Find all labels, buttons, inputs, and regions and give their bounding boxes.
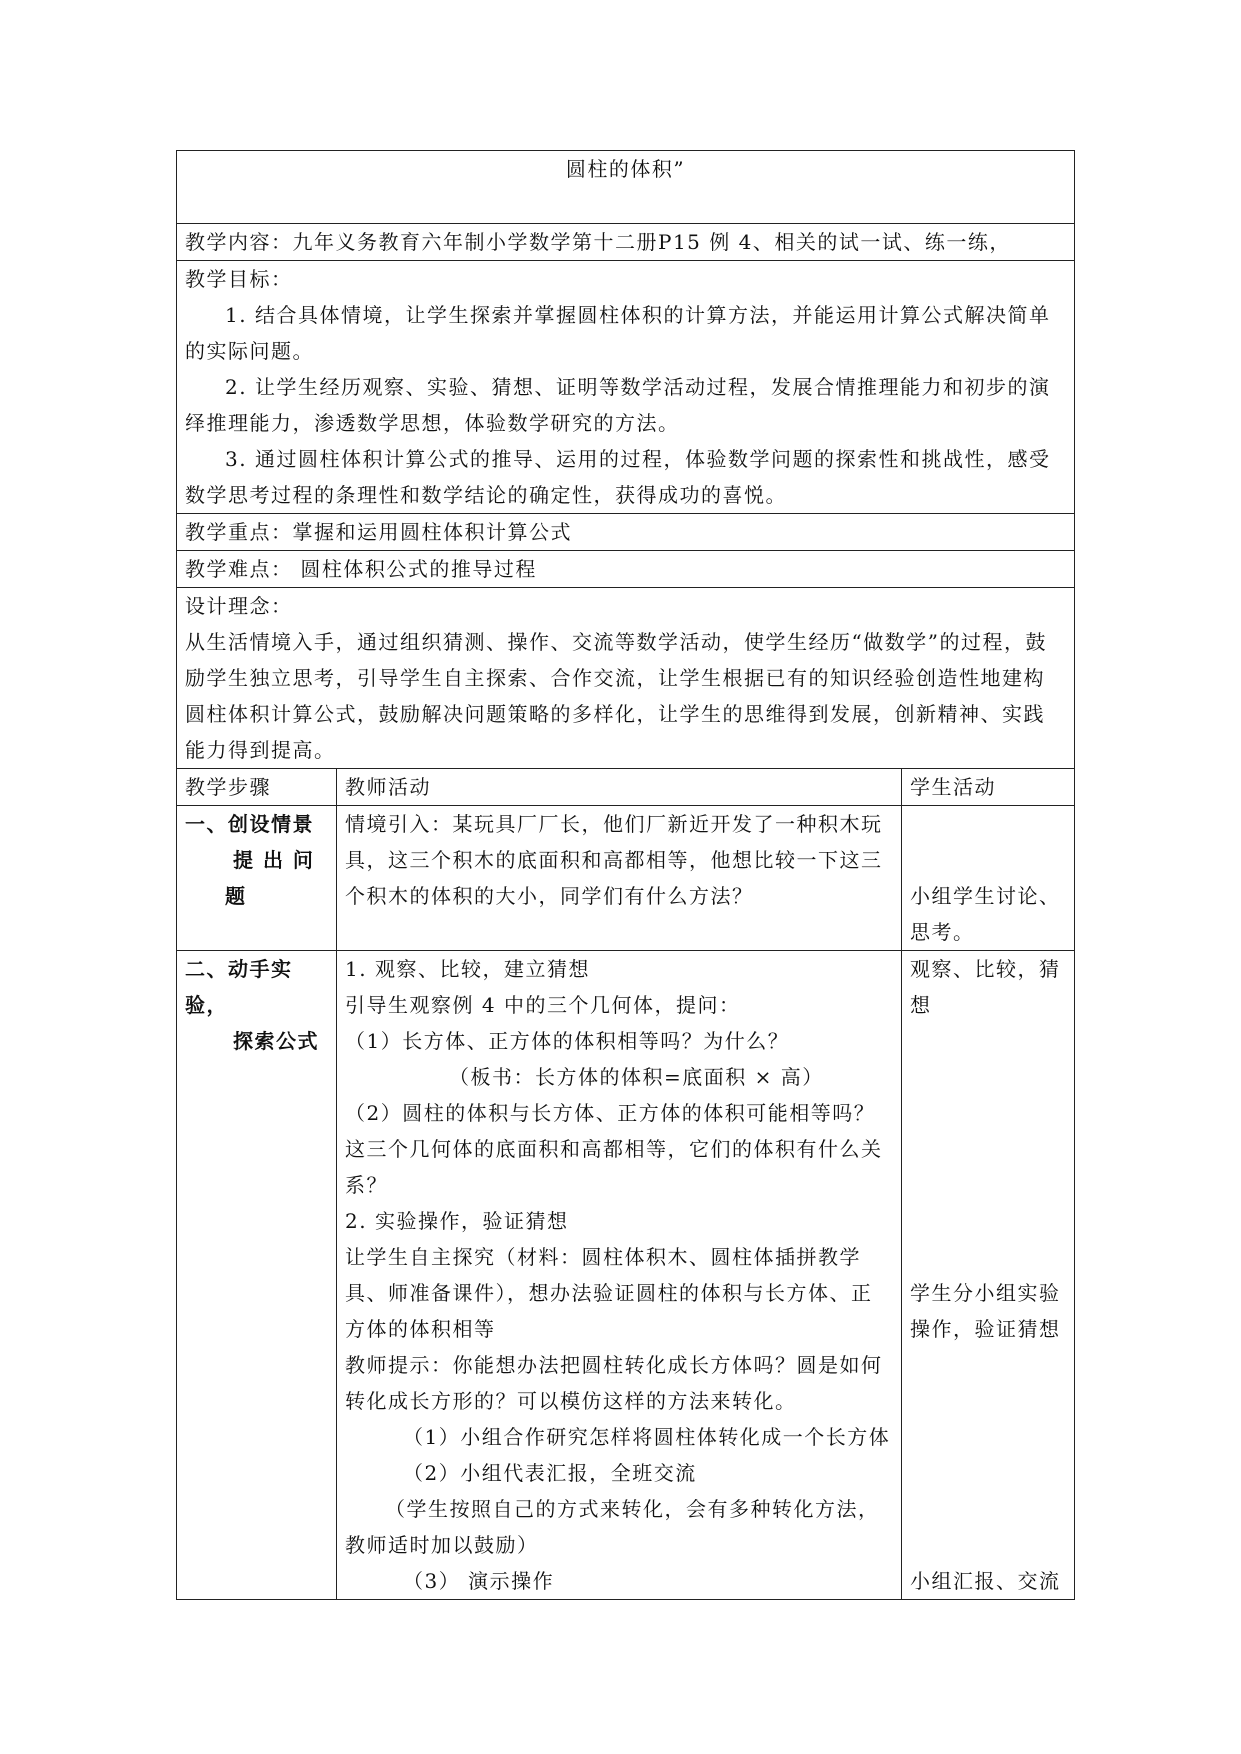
teacher-line-11: （学生按照自己的方式来转化，会有多种转化方法，教师适时加以鼓励）	[345, 1497, 880, 1557]
teacher-line-1: 1. 观察、比较，建立猜想	[345, 957, 590, 981]
goal-item-1: 1. 结合具体情境，让学生探索并掌握圆柱体积的计算方法，并能运用计算公式解决简单的实际问题。	[185, 303, 1051, 363]
header-steps: 教学步骤	[177, 769, 337, 806]
teacher-line-3: （1）长方体、正方体的体积相等吗？为什么？	[345, 1029, 790, 1053]
step-2-label-line1: 二、动手实验，	[185, 957, 293, 1017]
header-teacher: 教师活动	[337, 769, 902, 806]
step-2-student-3: 小组汇报、交流	[910, 1569, 1061, 1593]
step-1-label-line3: 题	[225, 884, 247, 908]
lesson-plan-table	[176, 150, 1075, 1600]
goals-heading: 教学目标：	[185, 267, 293, 291]
teacher-line-6: 2. 实验操作，验证猜想	[345, 1209, 569, 1233]
teacher-line-8: 教师提示：你能想办法把圆柱转化成长方体吗？圆是如何转化成长方形的？可以模仿这样的方法来转化。	[345, 1353, 883, 1413]
teaching-goals	[177, 261, 1075, 514]
step-1-teacher: 情境引入：某玩具厂厂长，他们厂新近开发了一种积木玩具，这三个积木的底面积和高都相等，他想比较一下这三个积木的体积的大小，同学们有什么方法？	[337, 806, 902, 951]
teacher-line-9: （1）小组合作研究怎样将圆柱体转化成一个长方体	[403, 1425, 891, 1449]
teacher-line-4: （板书：长方体的体积=底面积 × 高）	[449, 1065, 824, 1089]
goal-item-2: 2. 让学生经历观察、实验、猜想、证明等数学活动过程，发展合情推理能力和初步的演绎推理能力，渗透数学思想，体验数学研究的方法。	[185, 375, 1051, 435]
design-heading: 设计理念：	[185, 594, 293, 618]
step-2-teacher	[337, 951, 902, 1600]
design-concept	[177, 588, 1075, 769]
header-student: 学生活动	[902, 769, 1075, 806]
teacher-line-7: 让学生自主探究（材料：圆柱体积木、圆柱体插拼教学具、师准备课件），想办法验证圆柱的体积与长方体、正方体的体积相等	[345, 1245, 873, 1341]
teacher-line-10: （2）小组代表汇报，全班交流	[403, 1461, 697, 1485]
teacher-line-5: （2）圆柱的体积与长方体、正方体的体积可能相等吗？这三个几何体的底面积和高都相等，它们的体积有什么关系？	[345, 1101, 883, 1197]
step-1-label	[177, 806, 337, 951]
lesson-title: 圆柱的体积”	[177, 151, 1075, 224]
key-point: 教学重点：掌握和运用圆柱体积计算公式	[177, 514, 1075, 551]
step-2-student-cell	[902, 951, 1075, 1600]
difficulty: 教学难点： 圆柱体积公式的推导过程	[177, 551, 1075, 588]
step-1-student: 小组学生讨论、思考。	[910, 884, 1061, 944]
step-1-label-line1: 一、创设情景	[185, 812, 314, 836]
step-2-student-2: 学生分小组实验操作，验证猜想	[910, 1281, 1061, 1341]
step-1-label-line2: 提 出 问	[233, 848, 315, 872]
step-2-label-line2: 探索公式	[233, 1029, 319, 1053]
step-2-label	[177, 951, 337, 1600]
step-1-student-cell	[902, 806, 1075, 951]
teacher-line-12: （3） 演示操作	[403, 1569, 555, 1593]
design-text: 从生活情境入手，通过组织猜测、操作、交流等数学活动，使学生经历“做数学”的过程，鼓励学生独立思考，引导学生自主探索、合作交流，让学生根据已有的知识经验创造性地建构圆柱体积计算公式，鼓励解决问题策略的多样化，让学生的思维得到发展，创新精神、实践能力得到提高。	[185, 630, 1047, 762]
teaching-content: 教学内容：九年义务教育六年制小学数学第十二册P15 例 4、相关的试一试、练一练，	[177, 224, 1075, 261]
teacher-line-2: 引导生观察例 4 中的三个几何体，提问：	[345, 993, 741, 1017]
step-2-student-1: 观察、比较，猜想	[910, 957, 1061, 1017]
goal-item-3: 3. 通过圆柱体积计算公式的推导、运用的过程，体验数学问题的探索性和挑战性，感受数学思考过程的条理性和数学结论的确定性，获得成功的喜悦。	[185, 447, 1051, 507]
